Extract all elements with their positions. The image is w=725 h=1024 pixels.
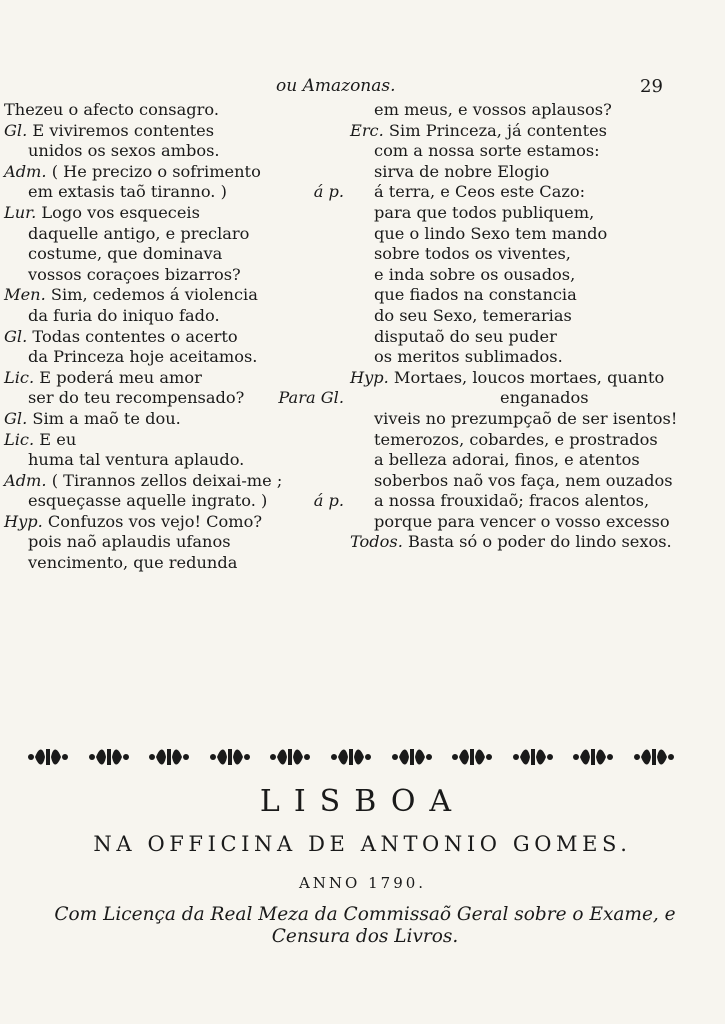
- speaker-name: Men.: [4, 285, 46, 305]
- verse-text: Sim a maõ te dou.: [27, 408, 181, 428]
- speaker-name: Lic.: [4, 429, 35, 449]
- verse-line: [4, 203, 344, 224]
- verse-line: [350, 224, 690, 245]
- verse-line: [4, 347, 344, 368]
- verse-line: [4, 285, 344, 306]
- verse-line: [350, 121, 690, 142]
- imprint-year: ANNO 1790.: [298, 874, 427, 892]
- verse-line: [4, 121, 344, 142]
- fleuron-icon: [147, 744, 191, 774]
- fleuron-icon: [26, 744, 70, 774]
- imprint-license: [40, 904, 690, 948]
- verse-line: [350, 285, 690, 306]
- verse-line: [4, 512, 344, 533]
- verse-text: disputaõ do seu puder: [374, 326, 557, 346]
- verse-line: [4, 532, 344, 553]
- verse-text: sobre todos os viventes,: [374, 244, 571, 264]
- verse-line: [350, 409, 690, 430]
- license-line-1: Com Licença da Real Meza da Commissaõ Geral sobre o Exame, e: [54, 904, 676, 925]
- verse-line: [350, 141, 690, 162]
- verse-line: [4, 471, 344, 492]
- verse-line: [4, 224, 344, 245]
- verse-line: [4, 368, 344, 389]
- right-text-column: [350, 100, 690, 553]
- verse-text: do seu Sexo, temerarias: [374, 305, 572, 325]
- speaker-name: Gl.: [4, 408, 28, 428]
- verse-line: [350, 450, 690, 471]
- verse-text: Thezeu o afecto consagro.: [4, 100, 219, 119]
- verse-text: enganados: [500, 388, 589, 408]
- verse-line: [350, 244, 690, 265]
- verse-text: temerozos, cobardes, e prostrados: [374, 429, 658, 449]
- verse-line: [4, 388, 344, 409]
- verse-text: da furia do iniquo fado.: [28, 305, 220, 325]
- verse-line: [350, 100, 690, 121]
- verse-text: costume, que dominava: [28, 244, 223, 264]
- verse-text: E poderá meu amor: [34, 367, 202, 387]
- fleuron-icon: [390, 744, 434, 774]
- speaker-name: Erc.: [350, 120, 384, 140]
- speaker-name: Lur.: [4, 202, 37, 222]
- verse-text: para que todos publiquem,: [374, 202, 595, 222]
- fleuron-icon: [511, 744, 555, 774]
- verse-line: [4, 553, 344, 574]
- verse-line: [4, 100, 344, 121]
- speaker-name: Gl.: [4, 326, 28, 346]
- verse-text: a belleza adorai, finos, e atentos: [374, 450, 640, 470]
- verse-line: [4, 162, 344, 183]
- verse-text: que o lindo Sexo tem mando: [374, 223, 608, 243]
- verse-text: sirva de nobre Elogio: [374, 161, 550, 181]
- fleuron-icon: [208, 744, 252, 774]
- verse-text: da Princeza hoje aceitamos.: [28, 347, 258, 367]
- speaker-name: Adm.: [4, 470, 47, 490]
- verse-text: os meritos sublimados.: [374, 347, 563, 367]
- verse-line: [350, 306, 690, 327]
- verse-line: [350, 347, 690, 368]
- ornament-band: [26, 744, 676, 774]
- verse-line: [350, 327, 690, 348]
- running-title: ou Amazonas.: [276, 76, 396, 96]
- verse-line: [350, 368, 690, 389]
- verse-text: esqueçasse aquelle ingrato. ): [28, 491, 268, 511]
- verse-text: Logo vos esqueceis: [36, 202, 200, 222]
- verse-line: [4, 182, 344, 203]
- verse-text: com a nossa sorte estamos:: [374, 141, 600, 161]
- verse-line: [4, 430, 344, 451]
- verse-text: Todas contentes o acerto: [27, 326, 238, 346]
- stage-direction: á p.: [313, 182, 344, 202]
- stage-direction: á p.: [313, 491, 344, 511]
- verse-text: soberbos naõ vos faça, nem ouzados: [374, 470, 673, 490]
- fleuron-icon: [450, 744, 494, 774]
- fleuron-icon: [571, 744, 615, 774]
- verse-text: que fiados na constancia: [374, 285, 577, 305]
- verse-line: [350, 512, 690, 533]
- verse-text: Basta só o poder do lindo sexos.: [402, 532, 672, 552]
- verse-text: Confuzos vos vejo! Como?: [42, 511, 263, 531]
- fleuron-icon: [632, 744, 676, 774]
- speaker-name: Todos.: [350, 532, 403, 552]
- verse-text: vencimento, que redunda: [28, 553, 238, 573]
- verse-text: e inda sobre os ousados,: [374, 264, 576, 284]
- fleuron-icon: [87, 744, 131, 774]
- verse-line: [4, 450, 344, 471]
- verse-text: E viviremos contentes: [27, 120, 215, 140]
- license-line-2: Censura dos Livros.: [271, 926, 459, 947]
- verse-text: em meus, e vossos aplausos?: [374, 100, 612, 119]
- verse-line: [4, 265, 344, 286]
- verse-text: porque para vencer o vosso excesso: [374, 511, 670, 531]
- verse-line: [350, 430, 690, 451]
- verse-text: á terra, e Ceos este Cazo:: [374, 182, 586, 202]
- running-header: [0, 76, 725, 100]
- verse-line: [4, 409, 344, 430]
- verse-line: [350, 388, 690, 409]
- speaker-name: Hyp.: [350, 367, 389, 387]
- speaker-name: Adm.: [4, 161, 47, 181]
- verse-text: a nossa frouxidaõ; fracos alentos,: [374, 491, 650, 511]
- speaker-name: Hyp.: [4, 511, 43, 531]
- verse-text: Mortaes, loucos mortaes, quanto: [388, 367, 665, 387]
- left-text-column: [4, 100, 344, 574]
- verse-line: [4, 244, 344, 265]
- verse-text: daquelle antigo, e preclaro: [28, 223, 250, 243]
- page-number: 29: [640, 76, 663, 97]
- verse-line: [4, 327, 344, 348]
- verse-line: [350, 203, 690, 224]
- verse-text: vossos coraçoes bizarros?: [28, 264, 241, 284]
- fleuron-icon: [268, 744, 312, 774]
- verse-text: Sim Princeza, já contentes: [383, 120, 607, 140]
- verse-line: [350, 532, 690, 553]
- verse-text: huma tal ventura aplaudo.: [28, 450, 245, 470]
- verse-line: [350, 265, 690, 286]
- verse-line: [350, 162, 690, 183]
- imprint-press: NA OFFICINA DE ANTONIO GOMES.: [93, 832, 632, 856]
- verse-line: [350, 471, 690, 492]
- imprint-city: LISBOA: [259, 784, 466, 819]
- verse-text: em extasis taõ tiranno. ): [28, 182, 227, 202]
- verse-line: [4, 491, 344, 512]
- speaker-name: Gl.: [4, 120, 28, 140]
- verse-line: [350, 491, 690, 512]
- verse-line: [4, 141, 344, 162]
- fleuron-icon: [329, 744, 373, 774]
- verse-text: unidos os sexos ambos.: [28, 141, 220, 161]
- verse-text: ( He precizo o sofrimento: [46, 161, 261, 181]
- verse-text: ser do teu recompensado?: [28, 388, 245, 408]
- verse-text: pois naõ aplaudis ufanos: [28, 532, 231, 552]
- speaker-name: Lic.: [4, 367, 35, 387]
- verse-text: E eu: [34, 429, 77, 449]
- verse-text: ( Tirannos zellos deixai-me ;: [46, 470, 283, 490]
- verse-text: viveis no prezumpçaõ de ser isentos!: [374, 408, 678, 428]
- stage-direction: Para Gl.: [278, 388, 344, 408]
- verse-line: [4, 306, 344, 327]
- verse-text: Sim, cedemos á violencia: [45, 285, 258, 305]
- verse-line: [350, 182, 690, 203]
